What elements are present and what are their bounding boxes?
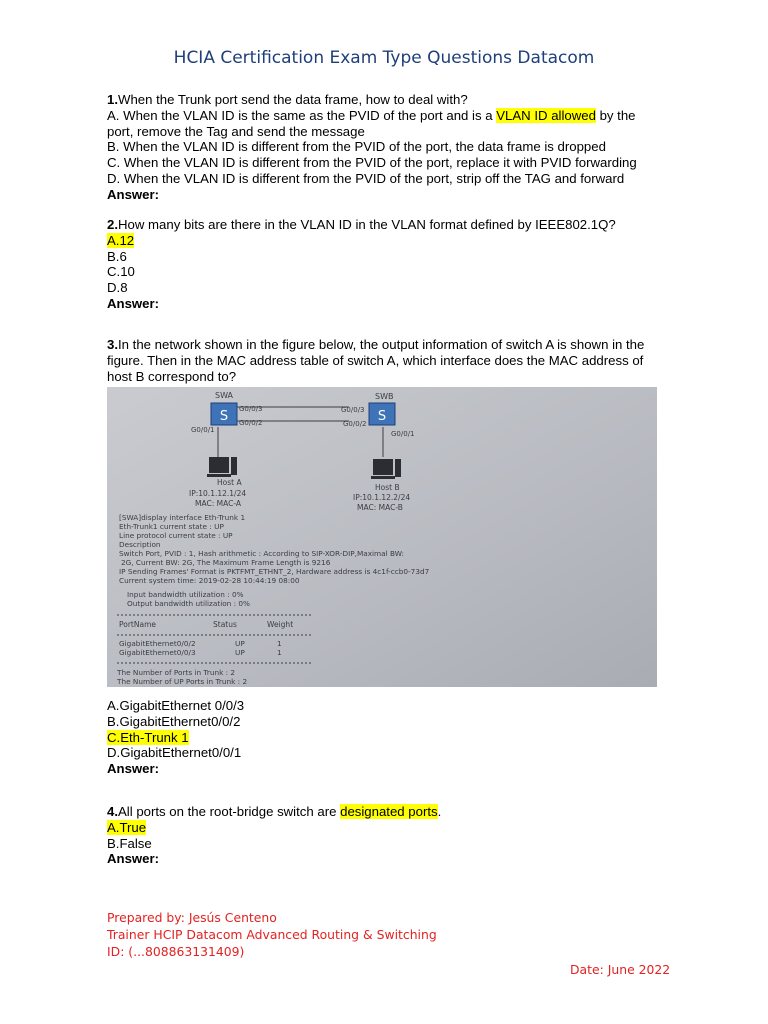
question-1-stem xyxy=(107,92,647,108)
host-b-icon xyxy=(371,459,401,479)
option-a: A.GigabitEthernet 0/0/3 xyxy=(107,698,245,713)
option-c: C.10 xyxy=(107,264,135,280)
option-b: B.False xyxy=(107,835,152,851)
answer-label: Answer: xyxy=(107,295,160,311)
question-number: 1. xyxy=(107,92,118,107)
console-line: IP Sending Frames' Format is PKTFMT_ETHNT_2, Hardware address is 4c1f-ccb0-73d7 xyxy=(119,567,430,576)
swa-port-g002: G0/0/2 xyxy=(239,419,263,427)
console-line: Current system time: 2019-02-28 10:44:19 08:00 xyxy=(119,576,300,585)
console-line: [SWA]display interface Eth-Trunk 1 xyxy=(119,513,246,522)
host-a-label: Host A xyxy=(217,478,242,487)
question-3-options xyxy=(107,698,647,777)
option-d: D.GigabitEthernet0/0/1 xyxy=(107,745,242,761)
highlight: A.True xyxy=(107,819,147,835)
question-number: 3. xyxy=(107,337,118,352)
option-b: B. When the VLAN ID is different from the PVID of the port, the data frame is dropped xyxy=(107,139,606,155)
highlight: VLAN ID allowed xyxy=(496,107,596,123)
console-line: Output bandwidth utilization : 0% xyxy=(127,599,250,608)
table-row-status: UP xyxy=(235,639,245,648)
host-a-ip: IP:10.1.12.1/24 xyxy=(189,489,247,498)
switch-b-icon xyxy=(369,403,395,425)
question-2-stem xyxy=(107,217,647,233)
swa-label: SWA xyxy=(215,391,234,400)
table-row-status: UP xyxy=(235,648,245,657)
console-line: 2G, Current BW: 2G, The Maximum Frame Length is 9216 xyxy=(121,558,331,567)
host-a-mac: MAC: MAC-A xyxy=(195,499,241,508)
swa-port-g001: G0/0/1 xyxy=(191,426,215,434)
highlight: designated ports xyxy=(340,804,438,819)
table-row-port: GigabitEthernet0/0/2 xyxy=(119,639,196,648)
option-b: B.6 xyxy=(107,248,127,264)
console-line: Line protocol current state : UP xyxy=(119,531,233,540)
question-text: How many bits are there in the VLAN ID in the VLAN format defined by IEEE802.1Q? xyxy=(118,217,616,232)
question-1 xyxy=(107,92,647,203)
question-number: 2. xyxy=(107,217,118,232)
question-4 xyxy=(107,804,647,867)
answer-label: Answer: xyxy=(107,851,160,867)
table-row-weight: 1 xyxy=(277,648,282,657)
question-4-stem: 4.All ports on the root-bridge switch are designated ports. xyxy=(107,804,442,819)
swb-port-g002: G0/0/2 xyxy=(343,420,367,428)
swb-port-g001: G0/0/1 xyxy=(391,430,415,438)
question-2 xyxy=(107,217,647,312)
table-row-weight: 1 xyxy=(277,639,282,648)
footer xyxy=(107,909,437,960)
date: Date: June 2022 xyxy=(570,962,671,977)
question-3 xyxy=(107,337,647,384)
option-d: D.8 xyxy=(107,280,128,296)
network-figure xyxy=(107,387,657,687)
trainer-line: Trainer HCIP Datacom Advanced Routing & Switching xyxy=(107,927,437,942)
table-header-weight: Weight xyxy=(267,620,294,629)
svg-text:S: S xyxy=(219,409,229,424)
console-line: Input bandwidth utilization : 0% xyxy=(127,590,244,599)
option-b: B.GigabitEthernet0/0/2 xyxy=(107,713,241,729)
question-text: When the Trunk port send the data frame, how to deal with? xyxy=(118,92,468,107)
trunk-count: The Number of Ports in Trunk : 2 xyxy=(117,668,236,677)
console-line: Eth-Trunk1 current state : UP xyxy=(119,522,224,531)
host-b-ip: IP:10.1.12.2/24 xyxy=(353,493,411,502)
option-a xyxy=(107,820,647,836)
page-title: HCIA Certification Exam Type Questions Datacom xyxy=(173,48,595,68)
table-header-status: Status xyxy=(213,620,237,629)
console-line: Description xyxy=(119,540,161,549)
swb-label: SWB xyxy=(375,392,394,401)
option-a: A. When the VLAN ID is the same as the PVID of the port and is a VLAN ID allowed by the port, remove the Tag and send the message xyxy=(107,107,636,139)
option-c: C. When the VLAN ID is different from the PVID of the port, replace it with PVID forwarding xyxy=(107,155,637,171)
figure-svg xyxy=(107,387,657,687)
question-number: 4. xyxy=(107,804,118,819)
switch-a-icon xyxy=(211,403,237,425)
table-header-port: PortName xyxy=(119,620,156,629)
option-d: D. When the VLAN ID is different from the PVID of the port, strip off the TAG and forward xyxy=(107,170,625,186)
console-line: Switch Port, PVID : 1, Hash arithmetic : According to SIP-XOR-DIP,Maximal BW: xyxy=(119,549,404,558)
table-row-port: GigabitEthernet0/0/3 xyxy=(119,648,196,657)
host-b-mac: MAC: MAC-B xyxy=(357,503,403,512)
option-a xyxy=(107,233,647,249)
question-3-stem xyxy=(107,337,647,384)
up-count: The Number of UP Ports in Trunk : 2 xyxy=(117,677,248,686)
host-b-label: Host B xyxy=(375,483,400,492)
option-c xyxy=(107,730,647,746)
highlight: A.12 xyxy=(107,232,135,248)
highlight: C.Eth-Trunk 1 xyxy=(107,729,189,745)
host-a-icon xyxy=(207,457,237,477)
swb-port-g003: G0/0/3 xyxy=(341,406,365,414)
svg-text:S: S xyxy=(377,409,387,424)
answer-label: Answer: xyxy=(107,761,160,777)
swa-port-g003: G0/0/3 xyxy=(239,405,263,413)
id-line: ID: (...808863131409) xyxy=(107,944,245,959)
prepared-by: Prepared by: Jesús Centeno xyxy=(107,910,277,925)
question-text: In the network shown in the figure below, the output information of switch A is shown in the figure. Then in the MAC address table of switch A, which interface does the MAC address of host B correspond to? xyxy=(107,337,645,384)
answer-label: Answer: xyxy=(107,186,160,202)
